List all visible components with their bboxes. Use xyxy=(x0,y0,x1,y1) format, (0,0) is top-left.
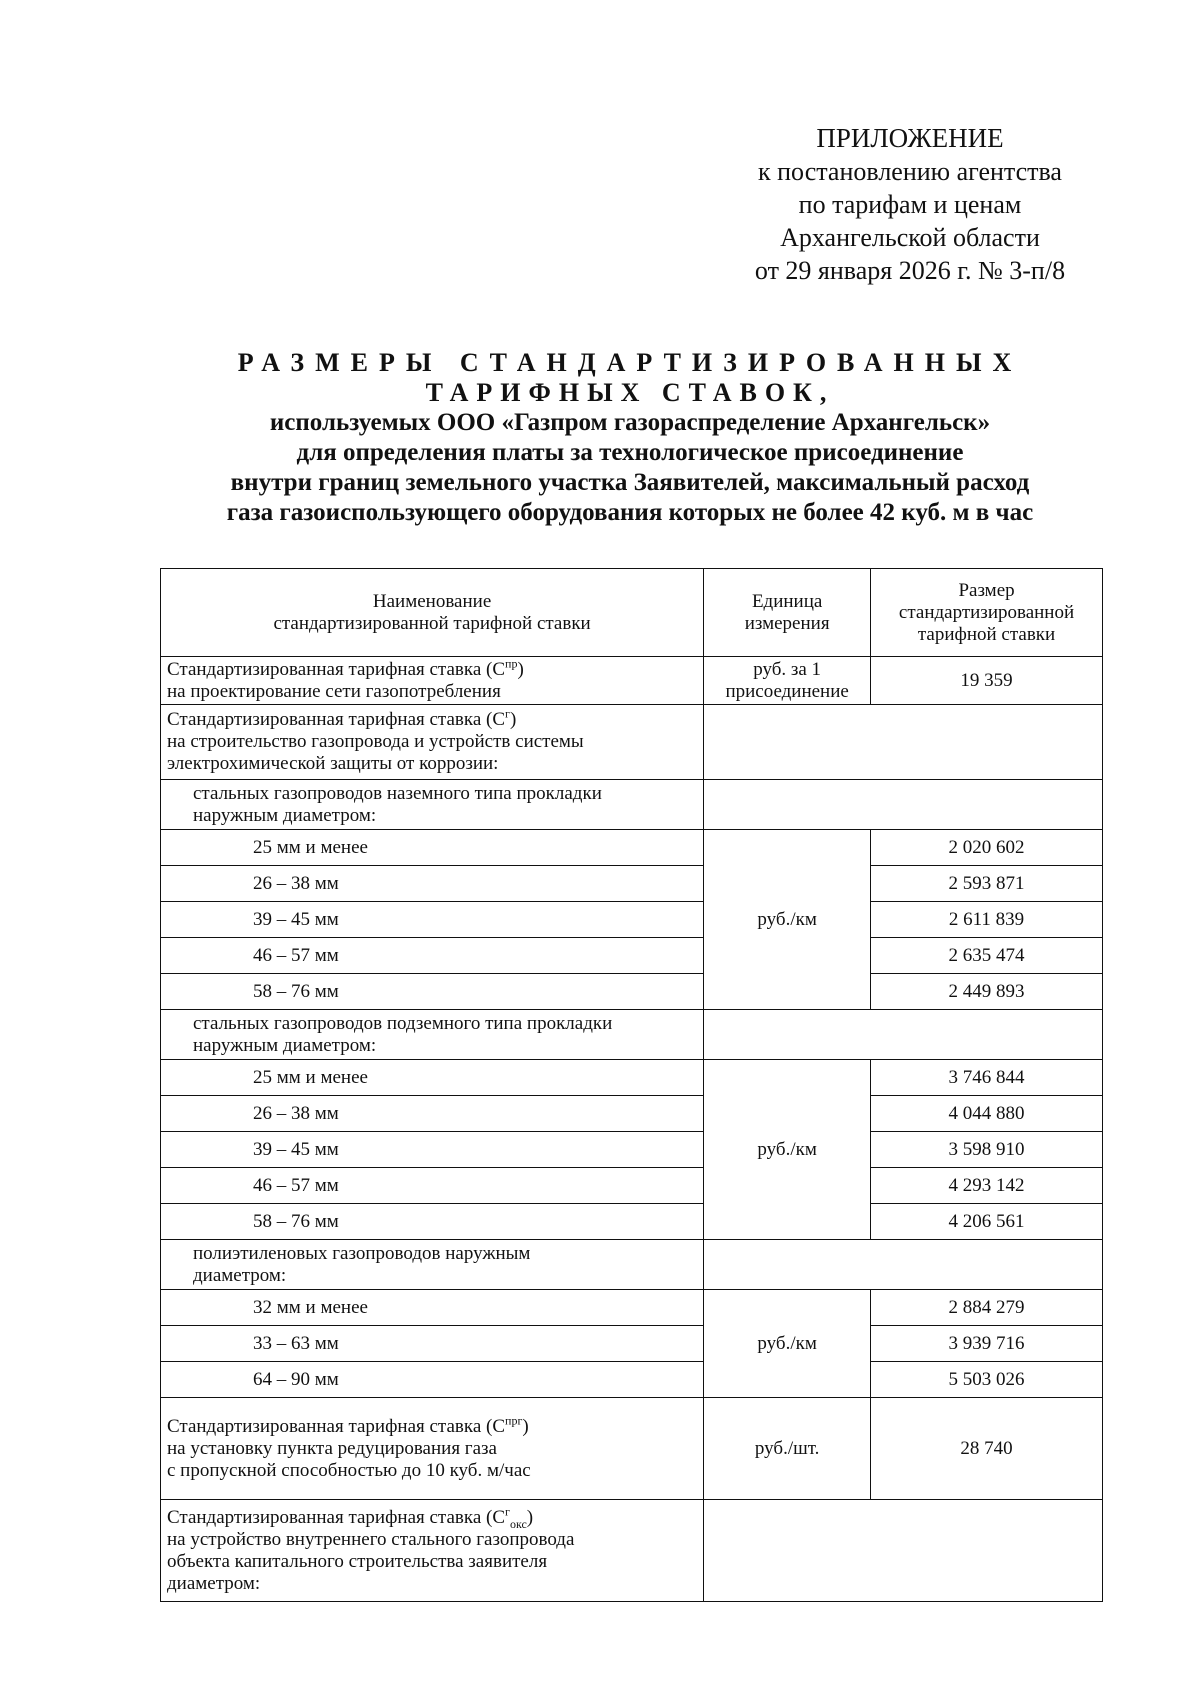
title-line: РАЗМЕРЫ СТАНДАРТИЗИРОВАННЫХ xyxy=(237,348,1023,377)
group-header-row xyxy=(161,1010,1103,1060)
row-name xyxy=(161,1398,704,1500)
diameter-cell: 33 – 63 мм xyxy=(161,1326,704,1362)
group-label-line: полиэтиленовых газопроводов наружным xyxy=(193,1242,531,1264)
diameter-cell: 26 – 38 мм xyxy=(161,866,704,902)
rate-label-close: ) xyxy=(522,1415,529,1437)
row-name-line: на проектирование сети газопотребления xyxy=(167,680,501,702)
group-label xyxy=(161,1240,704,1290)
table-row-construction xyxy=(161,705,1103,780)
row-unit xyxy=(704,657,871,705)
diameter-cell: 26 – 38 мм xyxy=(161,1096,704,1132)
diameter-cell: 25 мм и менее xyxy=(161,830,704,866)
rate-symbol-sub: окс xyxy=(509,1516,527,1531)
diameter-cell: 46 – 57 мм xyxy=(161,938,704,974)
value-cell: 2 635 474 xyxy=(871,938,1103,974)
diameter-cell: 58 – 76 мм xyxy=(161,974,704,1010)
value-cell: 4 206 561 xyxy=(871,1204,1103,1240)
empty-cell xyxy=(704,780,1103,830)
group-label-line: стальных газопроводов наземного типа прокладки xyxy=(193,782,602,804)
row-name-line: с пропускной способностью до 10 куб. м/час xyxy=(167,1459,531,1481)
table-row-internal xyxy=(161,1500,1103,1602)
rate-label-close: ) xyxy=(509,709,517,730)
rate-label-close: ) xyxy=(517,658,524,680)
appendix-line: Архангельской области xyxy=(780,223,1040,252)
title-line: внутри границ земельного участка Заявителей, максимальный расход xyxy=(230,469,1030,496)
group-label-line: стальных газопроводов подземного типа прокладки xyxy=(193,1012,613,1034)
table-row xyxy=(161,1290,1103,1326)
header-unit xyxy=(704,569,871,657)
row-name xyxy=(161,1500,704,1602)
value-cell: 2 020 602 xyxy=(871,830,1103,866)
header-size-line: стандартизированной xyxy=(898,601,1075,623)
rate-label: Стандартизированная тарифная ставка (С xyxy=(167,709,506,730)
document-title xyxy=(140,348,1120,528)
table-row xyxy=(161,866,1103,902)
header-size-line: Размер xyxy=(958,579,1015,601)
header-unit-line: измерения xyxy=(744,612,830,634)
row-unit: руб./шт. xyxy=(704,1398,871,1500)
row-name-line xyxy=(167,1504,697,1531)
table-row-design xyxy=(161,657,1103,705)
appendix-date-number: от 29 января 2026 г. № 3-п/8 xyxy=(754,256,1066,285)
value-cell: 4 044 880 xyxy=(871,1096,1103,1132)
row-name xyxy=(161,705,704,780)
table-row xyxy=(161,1096,1103,1132)
title-line: для определения платы за технологическое присоединение xyxy=(296,439,964,466)
appendix-title: ПРИЛОЖЕНИЕ xyxy=(816,123,1004,153)
group-header-row xyxy=(161,1240,1103,1290)
row-unit-line: присоединение xyxy=(725,680,849,702)
row-name-line: диаметром: xyxy=(167,1572,261,1594)
header-size xyxy=(871,569,1103,657)
appendix-line: к постановлению агентства xyxy=(758,157,1062,186)
diameter-cell: 58 – 76 мм xyxy=(161,1204,704,1240)
row-name-line: на строительство газопровода и устройств системы xyxy=(167,731,584,752)
diameter-cell: 32 мм и менее xyxy=(161,1290,704,1326)
rate-symbol-sup: прг xyxy=(505,1413,523,1428)
row-name-line xyxy=(167,1413,697,1438)
diameter-cell: 25 мм и менее xyxy=(161,1060,704,1096)
value-cell: 2 593 871 xyxy=(871,866,1103,902)
row-value: 28 740 xyxy=(871,1398,1103,1500)
tariff-table xyxy=(160,568,1103,1602)
title-line: используемых ООО «Газпром газораспределение Архангельск» xyxy=(269,409,991,436)
unit-cell: руб./км xyxy=(704,1290,871,1398)
group-label xyxy=(161,780,704,830)
row-name-line: электрохимической защиты от коррозии: xyxy=(167,753,499,774)
group-label-line: наружным диаметром: xyxy=(193,804,377,826)
diameter-cell: 46 – 57 мм xyxy=(161,1168,704,1204)
group-header-row xyxy=(161,780,1103,830)
value-cell: 3 939 716 xyxy=(871,1326,1103,1362)
rate-symbol-sup: г xyxy=(505,1504,510,1519)
table-row xyxy=(161,902,1103,938)
header-name-line: Наименование xyxy=(372,590,492,612)
table-row-reduction xyxy=(161,1398,1103,1500)
table-row xyxy=(161,830,1103,866)
table-header-row xyxy=(161,569,1103,657)
value-cell: 3 598 910 xyxy=(871,1132,1103,1168)
rate-label: Стандартизированная тарифная ставка (С xyxy=(167,1506,506,1528)
header-size-line: тарифной ставки xyxy=(917,623,1056,645)
table-row xyxy=(161,1362,1103,1398)
group-label-line: наружным диаметром: xyxy=(193,1034,377,1056)
value-cell: 2 449 893 xyxy=(871,974,1103,1010)
table-row xyxy=(161,1168,1103,1204)
empty-cell xyxy=(704,1010,1103,1060)
diameter-cell: 39 – 45 мм xyxy=(161,1132,704,1168)
value-cell: 2 884 279 xyxy=(871,1290,1103,1326)
diameter-cell: 64 – 90 мм xyxy=(161,1362,704,1398)
table-row xyxy=(161,1326,1103,1362)
table-row xyxy=(161,1204,1103,1240)
title-line: газа газоиспользующего оборудования которых не более 42 куб. м в час xyxy=(226,499,1034,526)
unit-cell: руб./км xyxy=(704,1060,871,1240)
rate-symbol-sup: пр xyxy=(505,656,518,671)
header-name xyxy=(161,569,704,657)
row-name-line: на устройство внутреннего стального газопровода xyxy=(167,1528,575,1550)
table-row xyxy=(161,1132,1103,1168)
rate-symbol-sup: г xyxy=(505,706,510,721)
table-row xyxy=(161,938,1103,974)
row-name-line xyxy=(167,706,697,731)
unit-cell: руб./км xyxy=(704,830,871,1010)
rate-label: Стандартизированная тарифная ставка (С xyxy=(167,658,506,680)
value-cell: 2 611 839 xyxy=(871,902,1103,938)
empty-cell xyxy=(704,1240,1103,1290)
group-label-line: диаметром: xyxy=(193,1264,287,1286)
value-cell: 3 746 844 xyxy=(871,1060,1103,1096)
row-value: 19 359 xyxy=(871,657,1103,705)
value-cell: 4 293 142 xyxy=(871,1168,1103,1204)
empty-cell xyxy=(704,705,1103,780)
header-unit-line: Единица xyxy=(751,590,823,612)
row-name-line: объекта капитального строительства заявителя xyxy=(167,1550,548,1572)
appendix-line: по тарифам и ценам xyxy=(798,190,1022,219)
table-row xyxy=(161,974,1103,1010)
header-name-line: стандартизированной тарифной ставки xyxy=(273,612,591,634)
table-row xyxy=(161,1060,1103,1096)
appendix-block xyxy=(700,122,1120,287)
row-unit-line: руб. за 1 xyxy=(753,658,822,680)
value-cell: 5 503 026 xyxy=(871,1362,1103,1398)
rate-label: Стандартизированная тарифная ставка (С xyxy=(167,1415,506,1437)
row-name xyxy=(161,657,704,705)
row-name-line: на установку пункта редуцирования газа xyxy=(167,1437,497,1459)
diameter-cell: 39 – 45 мм xyxy=(161,902,704,938)
rate-label-close: ) xyxy=(526,1506,534,1528)
group-label xyxy=(161,1010,704,1060)
empty-cell xyxy=(704,1500,1103,1602)
row-name-line xyxy=(167,656,697,681)
title-line: ТАРИФНЫХ СТАВОК, xyxy=(425,378,835,407)
